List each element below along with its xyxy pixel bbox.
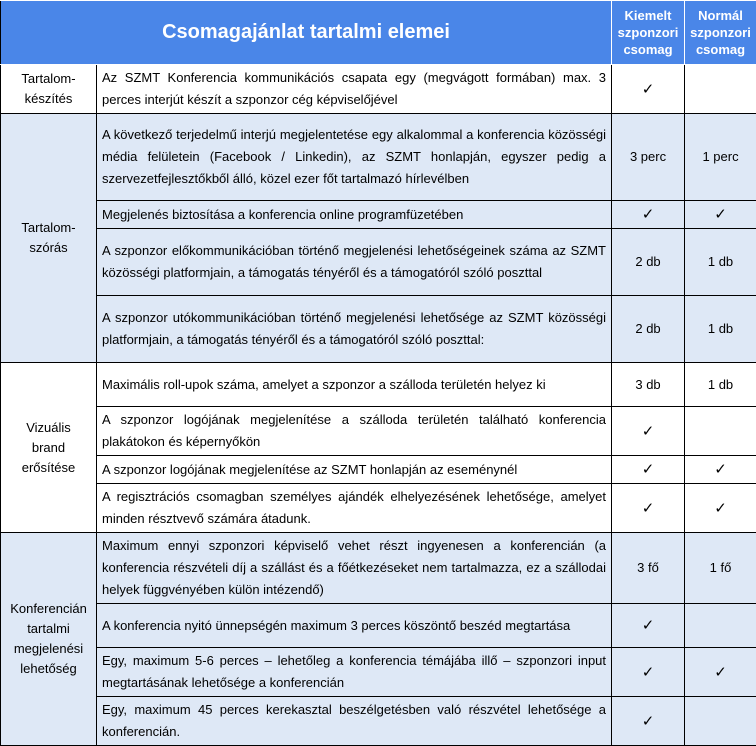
column-header-kiemelt-line-2: szponzori (618, 25, 679, 40)
checkmark-icon: ✓ (714, 205, 727, 223)
feature-description: A szponzor logójának megjelenítése a szálloda területén található konferencia plakátokon és képernyőkön (97, 407, 612, 456)
table-body (1, 65, 756, 746)
category-cell (1, 363, 97, 533)
category-label-line: brand (32, 440, 65, 455)
table-title: Csomagajánlat tartalmi elemei (1, 1, 612, 65)
category-cell (1, 114, 97, 363)
checkmark-cell-kiemelt (612, 201, 685, 229)
table-row (1, 456, 756, 484)
feature-description: A szponzor utókommunikációban történő megjelenési lehetősége az SZMT közösségi platformjain, a támogatás tényéről és a támogatóról szóló poszttal: (97, 296, 612, 363)
table-row (1, 604, 756, 648)
column-header-kiemelt-line-3: csomag (623, 42, 672, 57)
checkmark-cell-kiemelt (612, 407, 685, 456)
category-label-line: szórás (29, 240, 67, 255)
column-header-kiemelt-line-1: Kiemelt (625, 8, 672, 23)
value-cell-normal: 1 db (685, 296, 756, 363)
table-row (1, 533, 756, 604)
checkmark-cell-kiemelt (612, 604, 685, 648)
feature-description: Maximális roll-upok száma, amelyet a szponzor a szálloda területén helyez ki (97, 363, 612, 407)
checkmark-cell-kiemelt (612, 648, 685, 697)
value-cell-normal (685, 65, 756, 114)
feature-description: A szponzor előkommunikációban történő megjelenési lehetőségeinek száma az SZMT közösségi platformjain, a támogatás tényéről és a támogatóról szóló poszttal (97, 229, 612, 296)
table-row (1, 296, 756, 363)
category-label-line: tartalmi (27, 621, 70, 636)
table-row (1, 229, 756, 296)
value-cell-normal (685, 604, 756, 648)
column-header-normal-line-2: szponzori (690, 25, 751, 40)
checkmark-icon: ✓ (642, 712, 655, 730)
table-row (1, 407, 756, 456)
category-label-line: megjelenési (14, 641, 83, 656)
table-row (1, 697, 756, 746)
category-label-line: Tartalom- (21, 71, 75, 86)
table-row (1, 484, 756, 533)
value-cell-normal: 1 db (685, 229, 756, 296)
category-label-line: készítés (25, 91, 73, 106)
feature-description: Megjelenés biztosítása a konferencia online programfüzetében (97, 201, 612, 229)
feature-description: A regisztrációs csomagban személyes ajándék elhelyezésének lehetősége, amelyet minden résztvevő számára átadunk. (97, 484, 612, 533)
column-header-normal-line-1: Normál (698, 8, 743, 23)
table-row (1, 65, 756, 114)
checkmark-cell-kiemelt (612, 456, 685, 484)
value-cell-normal: 1 perc (685, 114, 756, 201)
table-row (1, 363, 756, 407)
checkmark-icon: ✓ (714, 460, 727, 478)
feature-description: A következő terjedelmű interjú megjelentetése egy alkalommal a konferencia közösségi média felületein (Facebook / Linkedin), az SZMT honlapján, egyszer pedig a szervezetfejlesztőkből álló, közel ezer főt tartalmazó hírlevélben (97, 114, 612, 201)
checkmark-cell-kiemelt (612, 697, 685, 746)
column-header-normal-line-3: csomag (696, 42, 745, 57)
checkmark-icon: ✓ (642, 205, 655, 223)
value-cell-normal: 1 db (685, 363, 756, 407)
feature-description: A konferencia nyitó ünnepségén maximum 3 perces köszöntő beszéd megtartása (97, 604, 612, 648)
feature-description: A szponzor logójának megjelenítése az SZMT honlapján az eseménynél (97, 456, 612, 484)
value-cell-normal (685, 697, 756, 746)
table-row (1, 201, 756, 229)
column-header-normal (685, 1, 756, 65)
checkmark-icon: ✓ (642, 80, 655, 98)
category-label-line: Vizuális (26, 420, 71, 435)
category-cell (1, 533, 97, 746)
column-header-kiemelt (612, 1, 685, 65)
category-label-line: Konferencián (10, 601, 87, 616)
value-cell-kiemelt: 3 db (612, 363, 685, 407)
checkmark-cell-normal (685, 456, 756, 484)
category-cell (1, 65, 97, 114)
category-label-line: erősítése (22, 460, 75, 475)
value-cell-kiemelt: 3 perc (612, 114, 685, 201)
value-cell-kiemelt: 2 db (612, 229, 685, 296)
value-cell-kiemelt: 2 db (612, 296, 685, 363)
feature-description: Az SZMT Konferencia kommunikációs csapata egy (megvágott formában) max. 3 perces interjút készít a szponzor cég képviselőjével (97, 65, 612, 114)
checkmark-cell-normal (685, 648, 756, 697)
value-cell-normal: 1 fő (685, 533, 756, 604)
table-row (1, 648, 756, 697)
checkmark-icon: ✓ (714, 663, 727, 681)
checkmark-cell-kiemelt (612, 65, 685, 114)
checkmark-icon: ✓ (642, 663, 655, 681)
checkmark-icon: ✓ (642, 422, 655, 440)
checkmark-cell-normal (685, 484, 756, 533)
checkmark-icon: ✓ (642, 460, 655, 478)
category-label-line: lehetőség (20, 661, 76, 676)
feature-description: Egy, maximum 45 perces kerekasztal beszélgetésben való részvétel lehetősége a konferencián. (97, 697, 612, 746)
table-header-row (1, 1, 756, 65)
checkmark-icon: ✓ (642, 616, 655, 634)
value-cell-normal (685, 407, 756, 456)
category-label-line: Tartalom- (21, 220, 75, 235)
checkmark-cell-kiemelt (612, 484, 685, 533)
value-cell-kiemelt: 3 fő (612, 533, 685, 604)
checkmark-icon: ✓ (714, 499, 727, 517)
checkmark-icon: ✓ (642, 499, 655, 517)
feature-description: Egy, maximum 5-6 perces – lehetőleg a konferencia témájába illő – szponzori input megtartásának lehetősége a konferencián (97, 648, 612, 697)
checkmark-cell-normal (685, 201, 756, 229)
table-row (1, 114, 756, 201)
feature-description: Maximum ennyi szponzori képviselő vehet részt ingyenesen a konferencián (a konferencia részvételi díj a szállást és a főétkezéseket nem tartalmazza, ez a szállodai helyek függvényében külön intézendő) (97, 533, 612, 604)
